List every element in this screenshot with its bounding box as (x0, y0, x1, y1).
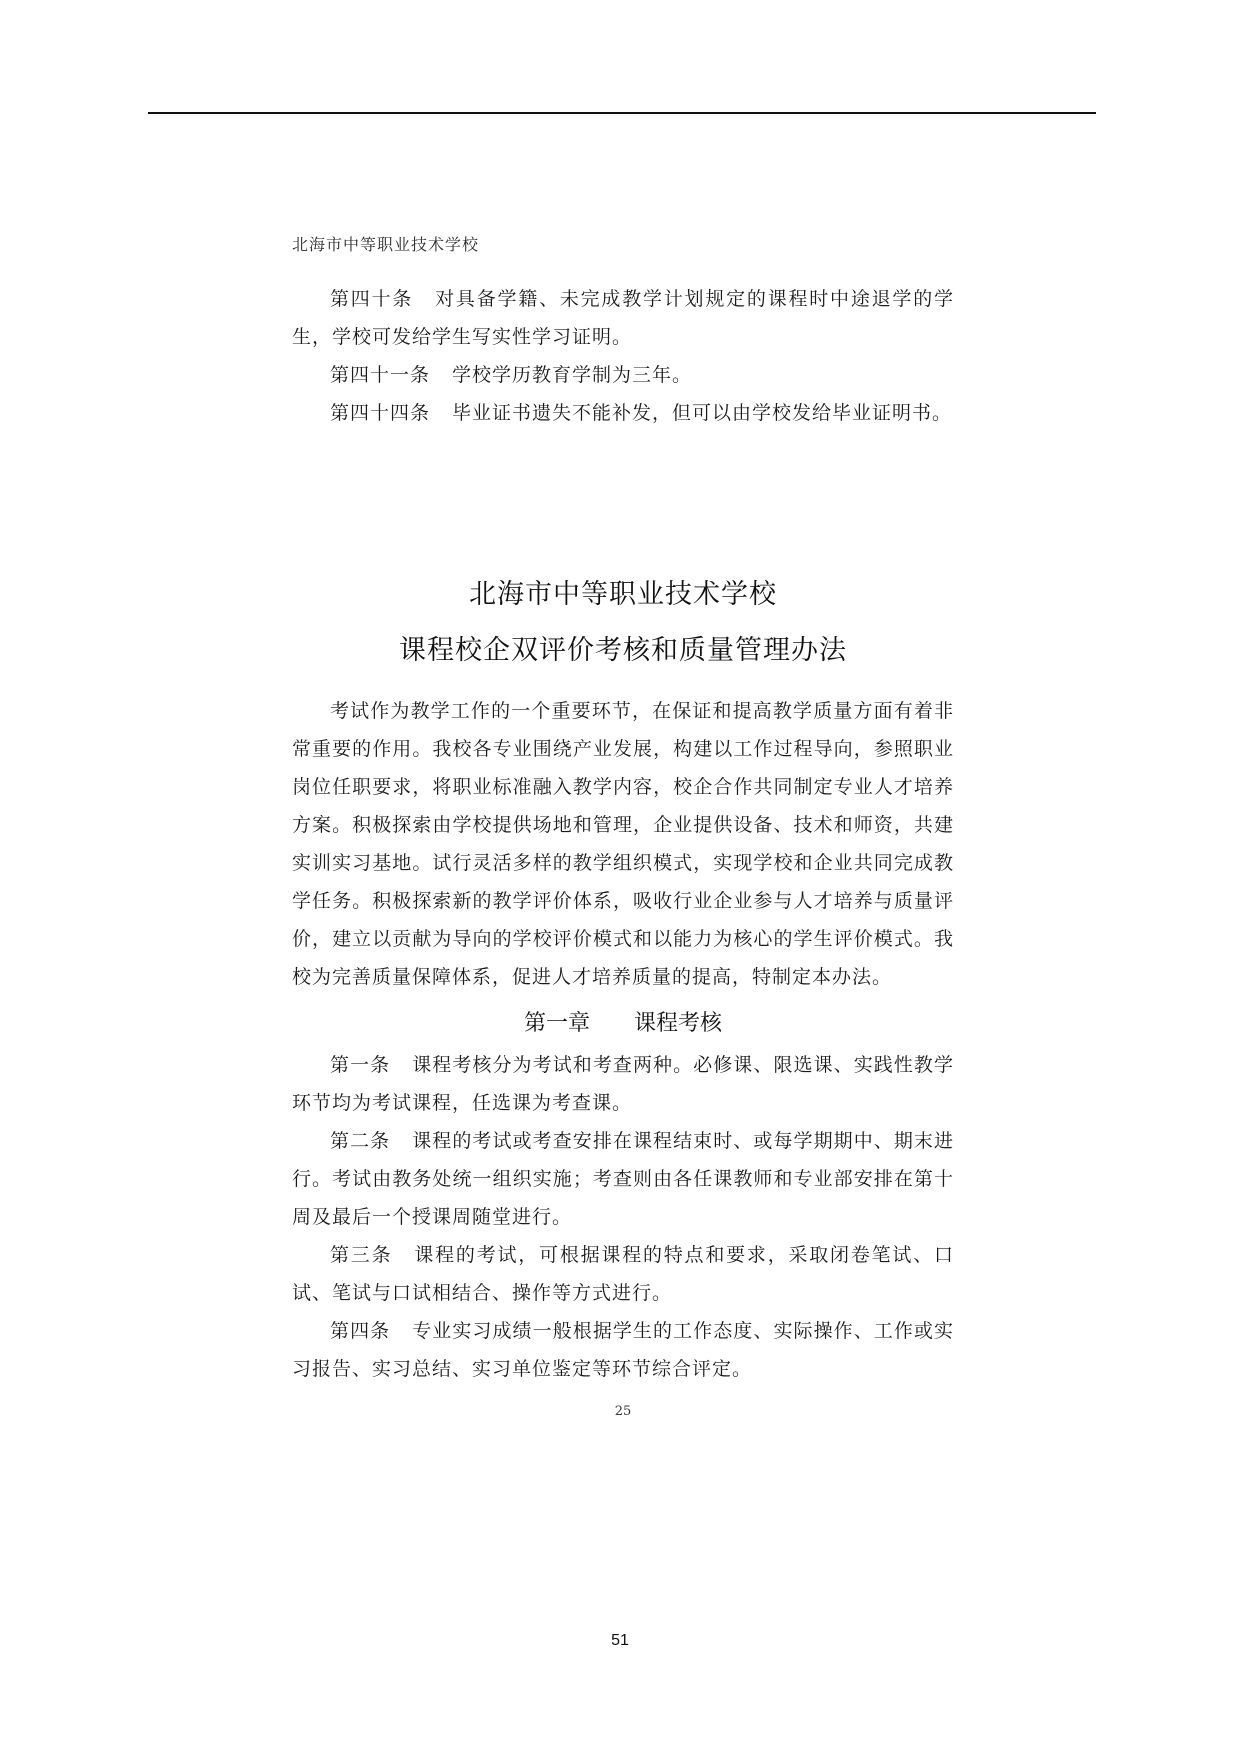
inner-page-number: 25 (614, 1404, 632, 1419)
chapter-articles (292, 1046, 954, 1388)
article-paragraph (292, 280, 954, 356)
running-header: 北海市中等职业技术学校 (292, 235, 480, 254)
article-text: 对具备学籍、未完成教学计划规定的课程时中途退学的学生，学校可发给学生写实性学习证明。 (292, 288, 954, 348)
article-paragraph (292, 394, 954, 432)
articles-top (292, 280, 954, 432)
article-number: 第二条 (330, 1130, 391, 1152)
intro-paragraph: 考试作为教学工作的一个重要环节，在保证和提高教学质量方面有着非常重要的作用。我校各专业围绕产业发展，构建以工作过程导向，参照职业岗位任职要求，将职业标准融入教学内容，校企合作共同制定专业人才培养方案。积极探索由学校提供场地和管理，企业提供设备、技术和师资，共建实训实习基地。试行灵活多样的教学组织模式，实现学校和企业共同完成教学任务。积极探索新的教学评价体系，吸收行业企业参与人才培养与质量评价，建立以贡献为导向的学校评价模式和以能力为核心的学生评价模式。我校为完善质量保障体系，促进人才培养质量的提高，特制定本办法。 (292, 700, 954, 988)
article-paragraph (292, 1046, 954, 1122)
article-paragraph (292, 356, 954, 394)
title-line-2: 课程校企双评价考核和质量管理办法 (399, 635, 847, 666)
article-number: 第四条 (330, 1320, 391, 1342)
chapter-title: 课程考核 (634, 1011, 723, 1036)
article-number: 第三条 (330, 1244, 393, 1266)
article-number: 第四十四条 (330, 402, 431, 424)
header-rule (148, 112, 1096, 114)
article-text: 课程的考试或考查安排在课程结束时、或每学期期中、期末进行。考试由教务处统一组织实施；考查则由各任课教师和专业部安排在第十周及最后一个授课周随堂进行。 (292, 1130, 954, 1228)
article-paragraph (292, 1122, 954, 1236)
article-text: 课程的考试，可根据课程的特点和要求，采取闭卷笔试、口试、笔试与口试相结合、操作等方式进行。 (292, 1244, 954, 1304)
article-number: 第一条 (330, 1054, 391, 1076)
intro-section (292, 692, 954, 996)
article-paragraph (292, 1312, 954, 1388)
article-paragraph (292, 1236, 954, 1312)
title-line-1: 北海市中等职业技术学校 (469, 579, 777, 610)
chapter-number: 第一章 (523, 1011, 590, 1036)
article-number: 第四十条 (330, 288, 414, 310)
article-text: 毕业证书遗失不能补发，但可以由学校发给毕业证明书。 (452, 402, 953, 424)
article-number: 第四十一条 (330, 364, 431, 386)
document-title (292, 567, 954, 679)
article-text: 专业实习成绩一般根据学生的工作态度、实际操作、工作或实习报告、实习总结、实习单位鉴定等环节综合评定。 (292, 1320, 954, 1380)
article-text: 课程考核分为考试和考查两种。必修课、限选课、实践性教学环节均为考试课程，任选课为考查课。 (292, 1054, 954, 1114)
chapter-heading (292, 1008, 954, 1040)
article-text: 学校学历教育学制为三年。 (452, 364, 693, 386)
page-number: 51 (611, 1632, 629, 1649)
